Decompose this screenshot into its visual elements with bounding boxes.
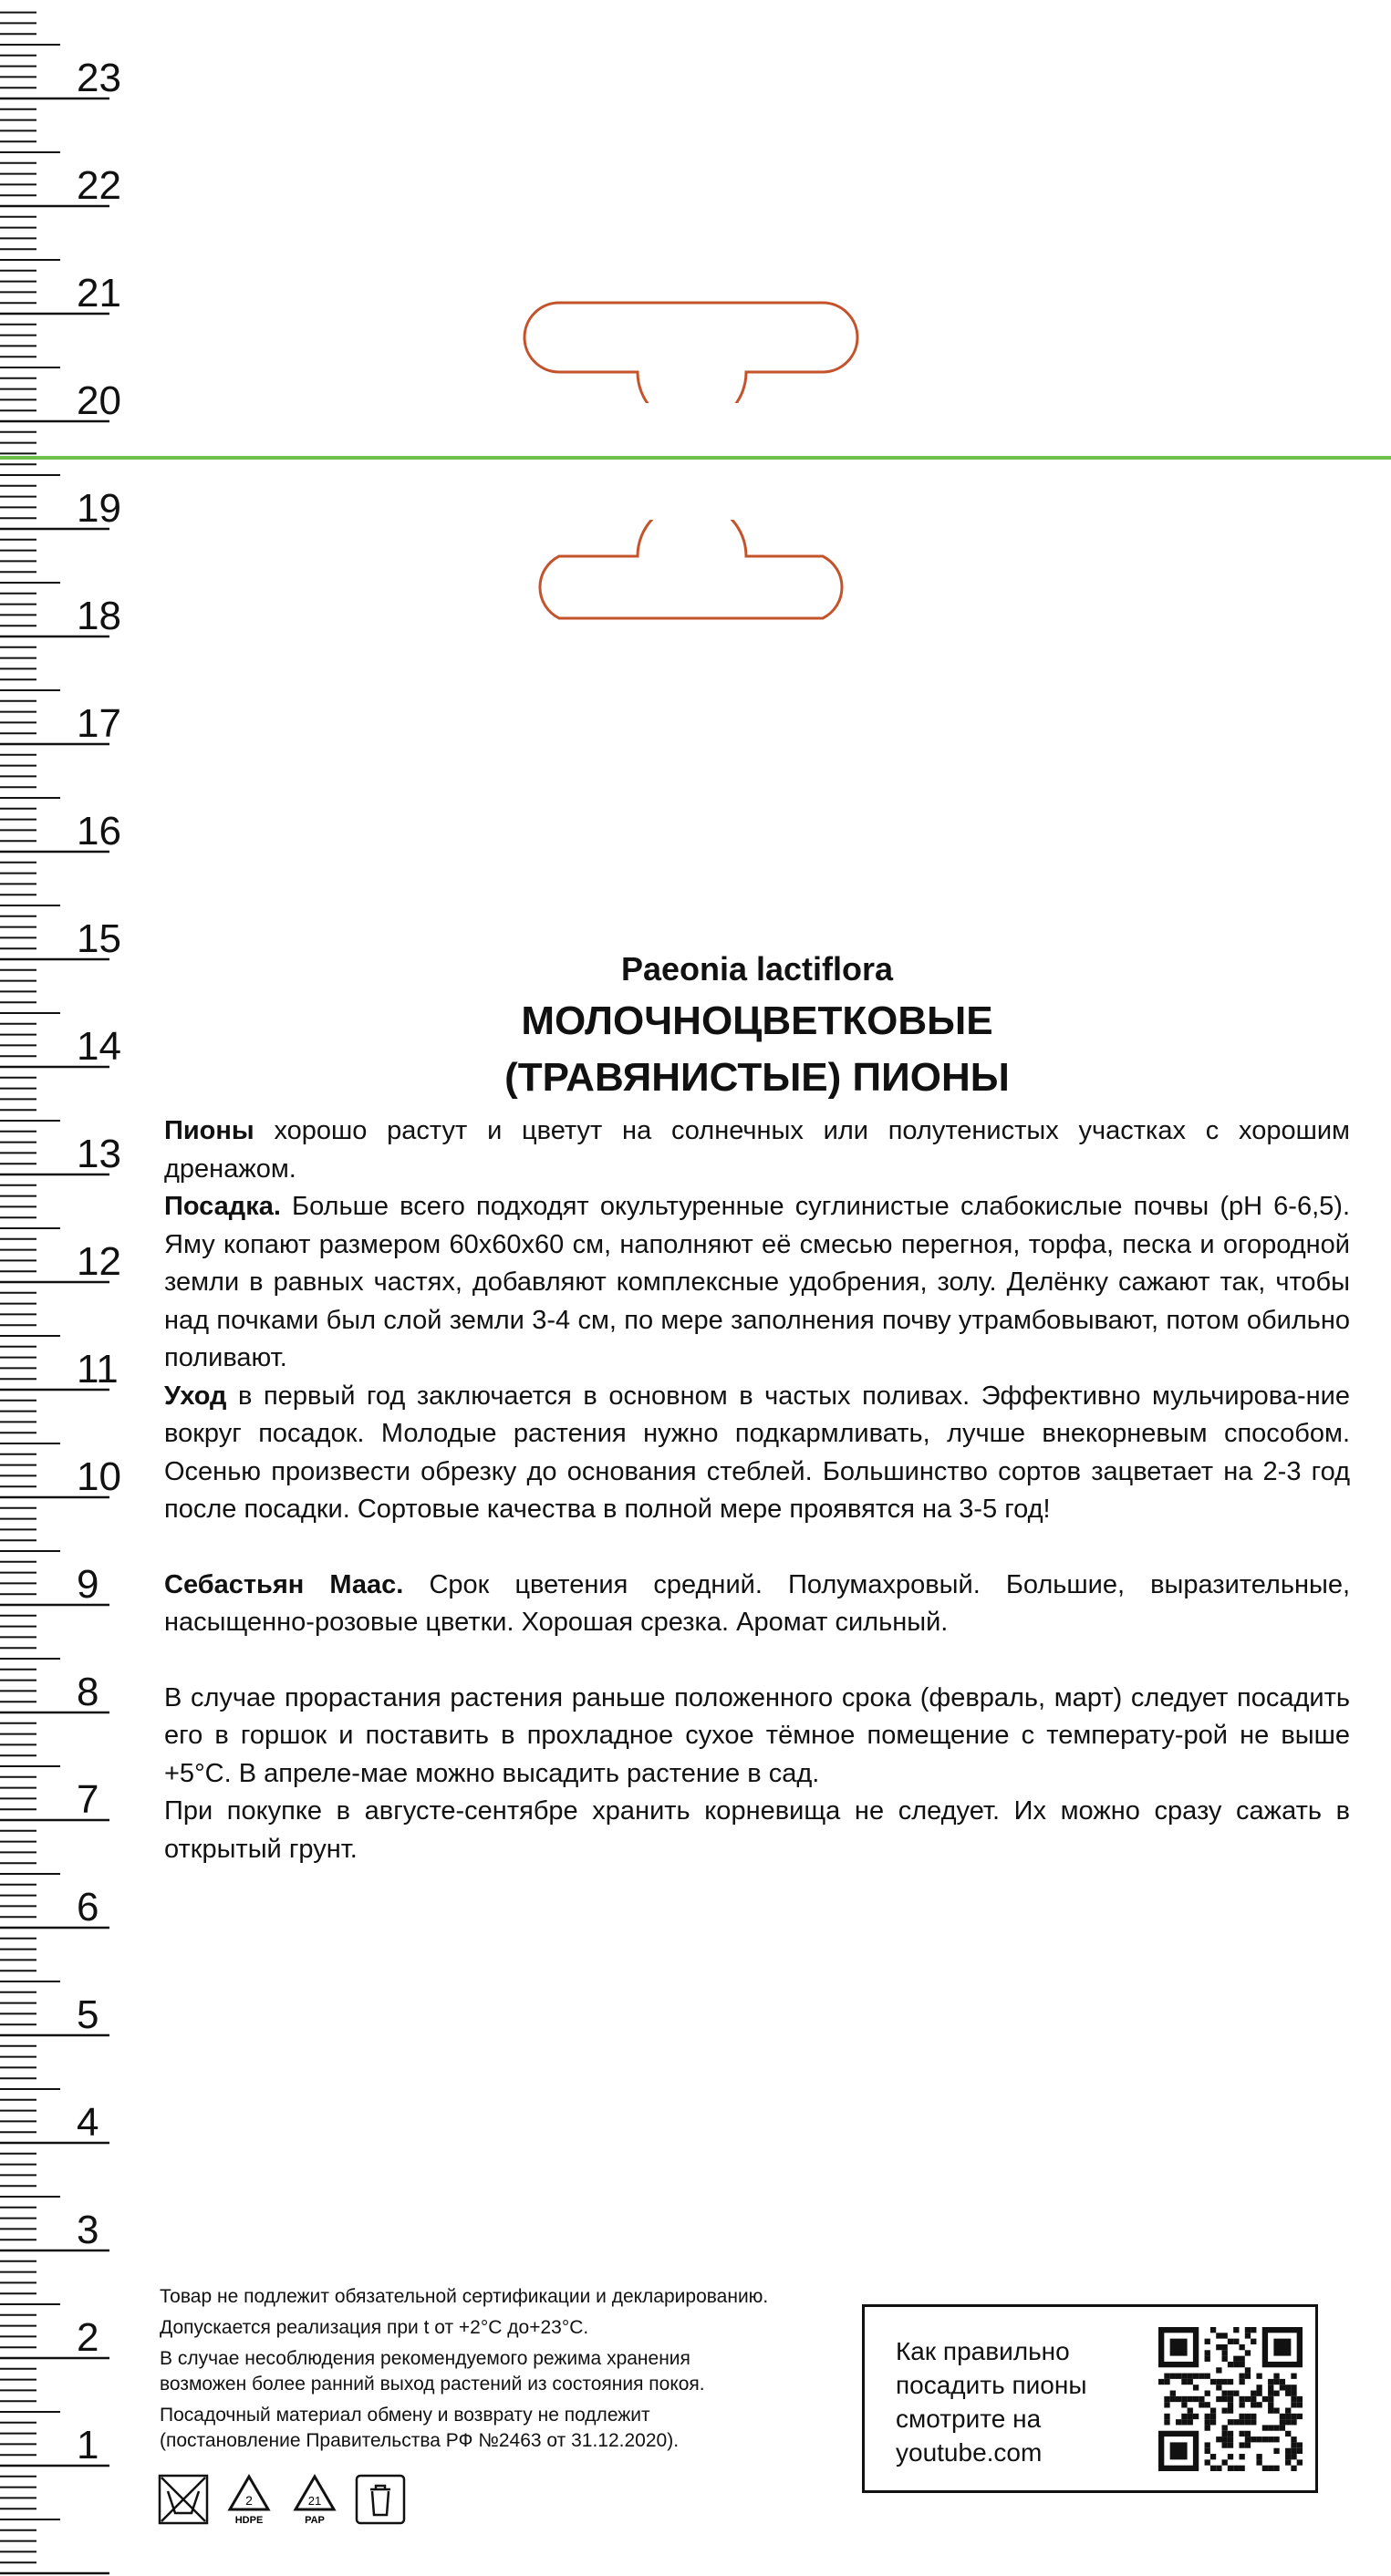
storage-paragraph-1: В случае прорастания растения раньше положенного срока (февраль, март) следует посадить его в горшок и поставить в прохладное сухое тёмное помещение с температу-рой не выше +5°С. В апреле-мае можно высадить растение в сад. (164, 1682, 1350, 1788)
svg-text:2: 2 (245, 2493, 253, 2508)
qr-module (1256, 2459, 1261, 2465)
qr-module (1193, 2396, 1199, 2402)
qr-module (1285, 2391, 1291, 2396)
qr-module (1228, 2419, 1233, 2425)
qr-module (1181, 2414, 1187, 2419)
ruler-number: 21 (77, 271, 121, 316)
qr-module (1245, 2396, 1251, 2402)
qr-module (1245, 2431, 1251, 2436)
qr-module (1297, 2414, 1303, 2419)
qr-module (1233, 2356, 1239, 2362)
ruler-number: 6 (77, 1885, 99, 1929)
qr-module (1222, 2459, 1228, 2465)
qr-caption-line3: смотрите на (896, 2405, 1042, 2433)
qr-module (1205, 2425, 1210, 2430)
qr-module (1239, 2356, 1244, 2362)
qr-module (1268, 2379, 1273, 2385)
legal-line-6: (постановление Правительства РФ №2463 от 31.12.2020). (160, 2430, 680, 2451)
qr-module (1273, 2379, 1279, 2385)
qr-caption-link[interactable]: youtube.com (896, 2438, 1043, 2467)
ruler-number: 3 (77, 2208, 99, 2252)
qr-module (1222, 2391, 1228, 2396)
care-paragraph (164, 1378, 1350, 1529)
qr-module (1233, 2466, 1239, 2471)
qr-module (1268, 2407, 1273, 2413)
ruler-number: 17 (77, 701, 121, 746)
product-title-line1: МОЛОЧНОЦВЕТКОВЫЕ (521, 998, 993, 1043)
ruler-number: 16 (77, 809, 121, 853)
ruler-number: 11 (77, 1347, 119, 1391)
qr-module (1181, 2379, 1187, 2385)
variety-name: Себастьян Маас. (164, 1569, 404, 1599)
qr-module (1262, 2396, 1268, 2402)
planting-paragraph (164, 1188, 1350, 1378)
ruler-number: 5 (77, 1992, 99, 2037)
qr-module (1256, 2454, 1261, 2459)
no-wash-icon (157, 2473, 210, 2526)
qr-module (1222, 2407, 1228, 2413)
qr-module (1210, 2454, 1216, 2459)
qr-module (1199, 2396, 1204, 2402)
qr-module (1239, 2414, 1244, 2419)
qr-module (1205, 2350, 1210, 2355)
qr-module (1251, 2436, 1256, 2442)
ruler-number: 13 (77, 1132, 121, 1176)
bin-icon (354, 2473, 407, 2526)
qr-module (1205, 2402, 1210, 2407)
qr-module (1291, 2436, 1296, 2442)
qr-module (1280, 2379, 1285, 2385)
qr-module (1205, 2356, 1210, 2362)
qr-module (1170, 2442, 1188, 2459)
qr-module (1205, 2374, 1210, 2379)
ruler-number: 18 (77, 594, 121, 638)
qr-module (1273, 2407, 1279, 2413)
qr-module (1158, 2379, 1164, 2385)
ruler-number: 14 (77, 1024, 121, 1069)
qr-module (1239, 2374, 1244, 2379)
qr-module (1280, 2419, 1285, 2425)
qr-module (1256, 2402, 1261, 2407)
qr-module (1205, 2419, 1210, 2425)
qr-module (1228, 2431, 1233, 2436)
svg-text:PAP: PAP (305, 2515, 325, 2526)
qr-module (1256, 2374, 1261, 2379)
qr-module (1291, 2396, 1296, 2402)
recycle-pap-icon (288, 2473, 341, 2526)
qr-module (1222, 2350, 1228, 2355)
qr-module (1216, 2367, 1221, 2373)
qr-module (1181, 2396, 1187, 2402)
ruler-number: 15 (77, 916, 121, 961)
qr-module (1164, 2419, 1169, 2425)
qr-module (1210, 2407, 1216, 2413)
qr-module (1251, 2402, 1256, 2407)
qr-module (1285, 2431, 1291, 2436)
qr-module (1262, 2425, 1268, 2430)
youtube-qr-box (862, 2304, 1318, 2493)
qr-module (1176, 2374, 1181, 2379)
variety-text: Срок цветения средний. Полумахровый. Большие, выразительные, насыщенно-розовые цветки. Хорошая срезка. Аромат сильный. (164, 1569, 1350, 1637)
qr-module (1210, 2327, 1216, 2333)
qr-module (1199, 2374, 1204, 2379)
qr-module (1222, 2344, 1228, 2350)
qr-module (1245, 2327, 1251, 2333)
qr-module (1193, 2374, 1199, 2379)
ruler-number: 7 (77, 1777, 99, 1822)
qr-module (1280, 2414, 1285, 2419)
care-bold: Уход (164, 1381, 227, 1411)
qr-module (1199, 2402, 1204, 2407)
ruler-number: 23 (77, 56, 121, 100)
hang-hole-bottom (515, 520, 867, 629)
qr-module (1228, 2379, 1233, 2385)
qr-module (1268, 2466, 1273, 2471)
qr-module (1291, 2448, 1296, 2454)
qr-module (1205, 2414, 1210, 2419)
qr-module (1280, 2385, 1285, 2390)
hang-hole-top (515, 294, 867, 403)
qr-module (1222, 2425, 1228, 2430)
qr-module (1245, 2419, 1251, 2425)
qr-module (1210, 2419, 1216, 2425)
qr-module (1291, 2414, 1296, 2419)
qr-module (1164, 2374, 1169, 2379)
qr-module (1256, 2385, 1261, 2390)
qr-module (1228, 2402, 1233, 2407)
qr-module (1291, 2466, 1296, 2471)
storage-paragraph-2: При покупке в августе-сентябре хранить корневища не следует. Их можно сразу сажать в открытый грунт. (164, 1796, 1350, 1864)
qr-module (1233, 2339, 1239, 2344)
qr-module (1216, 2396, 1221, 2402)
qr-module (1273, 2339, 1291, 2356)
intro-paragraph (164, 1112, 1350, 1188)
qr-module (1164, 2396, 1169, 2402)
qr-module (1273, 2466, 1279, 2471)
qr-module (1251, 2419, 1256, 2425)
qr-module (1245, 2414, 1251, 2419)
qr-module (1291, 2391, 1296, 2396)
qr-module (1233, 2391, 1239, 2396)
qr-module (1239, 2396, 1244, 2402)
ruler-number: 9 (77, 1562, 99, 1607)
qr-module (1233, 2327, 1239, 2333)
qr-module (1297, 2448, 1303, 2454)
qr-module (1297, 2396, 1303, 2402)
qr-module (1273, 2448, 1279, 2454)
qr-module (1251, 2339, 1256, 2344)
description-text (164, 1112, 1350, 1868)
qr-module (1205, 2442, 1210, 2447)
qr-module (1273, 2374, 1279, 2379)
qr-module (1245, 2350, 1251, 2355)
qr-module (1233, 2362, 1239, 2367)
intro-bold: Пионы (164, 1116, 254, 1145)
qr-module (1205, 2339, 1210, 2344)
qr-module (1297, 2459, 1303, 2465)
qr-module (1262, 2466, 1268, 2471)
qr-module (1291, 2402, 1296, 2407)
qr-module (1216, 2466, 1221, 2471)
qr-module (1164, 2379, 1169, 2385)
qr-module (1256, 2391, 1261, 2396)
qr-module (1245, 2374, 1251, 2379)
ruler-number: 2 (77, 2315, 99, 2360)
planting-bold: Посадка. (164, 1192, 281, 1221)
intro-text: хорошо растут и цветут на солнечных или полутенистых участках с хорошим дренажом. (164, 1116, 1350, 1184)
qr-module (1285, 2454, 1291, 2459)
fold-guide-line (0, 456, 1391, 460)
qr-module (1239, 2466, 1244, 2471)
qr-module (1291, 2454, 1296, 2459)
recycle-hdpe-icon (223, 2473, 275, 2526)
title-block (164, 948, 1350, 1103)
legal-line-3: В случае несоблюдения рекомендуемого режима хранения (160, 2348, 690, 2369)
qr-module (1188, 2407, 1193, 2413)
qr-module (1222, 2356, 1228, 2362)
qr-module (1268, 2402, 1273, 2407)
qr-caption-line1: Как правильно (896, 2337, 1070, 2365)
qr-module (1222, 2379, 1228, 2385)
qr-module (1210, 2414, 1216, 2419)
ruler-number: 20 (77, 378, 121, 423)
qr-module (1222, 2436, 1228, 2442)
latin-name: Paeonia lactiflora (620, 950, 894, 988)
qr-module (1176, 2419, 1181, 2425)
qr-module (1176, 2396, 1181, 2402)
qr-module (1233, 2419, 1239, 2425)
qr-module (1273, 2425, 1279, 2430)
ruler-number: 8 (77, 1670, 99, 1714)
qr-module (1205, 2391, 1210, 2396)
legal-line-5: Посадочный материал обмену и возврату не подлежит (160, 2405, 650, 2426)
qr-module (1245, 2436, 1251, 2442)
qr-module (1216, 2344, 1221, 2350)
legal-line-2: Допускается реализация при t от +2°С до+23°С. (160, 2317, 589, 2338)
qr-module (1245, 2367, 1251, 2373)
qr-module (1239, 2402, 1244, 2407)
qr-module (1205, 2448, 1210, 2454)
qr-module (1273, 2436, 1279, 2442)
qr-caption-line2: посадить пионы (896, 2371, 1087, 2399)
qr-module (1297, 2442, 1303, 2447)
qr-module (1251, 2391, 1256, 2396)
qr-module (1216, 2333, 1221, 2338)
qr-module (1228, 2396, 1233, 2402)
qr-module (1273, 2391, 1279, 2396)
qr-module (1205, 2459, 1210, 2465)
qr-module (1256, 2436, 1261, 2442)
qr-module (1210, 2379, 1216, 2385)
qr-module (1216, 2436, 1221, 2442)
qr-module (1222, 2396, 1228, 2402)
qr-module (1222, 2333, 1228, 2338)
qr-module (1251, 2414, 1256, 2419)
qr-caption (896, 2334, 1106, 2469)
qr-module (1222, 2431, 1228, 2436)
measuring-ruler (0, 0, 128, 2576)
qr-module (1291, 2374, 1296, 2379)
qr-module (1251, 2396, 1256, 2402)
qr-module (1291, 2419, 1296, 2425)
qr-module (1228, 2436, 1233, 2442)
eco-icons (157, 2473, 407, 2526)
qr-module (1285, 2419, 1291, 2425)
qr-code[interactable] (1158, 2327, 1303, 2471)
qr-module (1228, 2362, 1233, 2367)
qr-module (1280, 2425, 1285, 2430)
qr-module (1228, 2466, 1233, 2471)
qr-module (1170, 2391, 1176, 2396)
legal-line-1: Товар не подлежит обязательной сертификации и декларированию. (160, 2286, 769, 2307)
qr-module (1181, 2402, 1187, 2407)
qr-module (1285, 2448, 1291, 2454)
qr-module (1188, 2396, 1193, 2402)
qr-module (1222, 2442, 1228, 2447)
svg-text:21: 21 (307, 2494, 322, 2508)
qr-module (1268, 2436, 1273, 2442)
qr-module (1188, 2379, 1193, 2385)
qr-module (1285, 2414, 1291, 2419)
qr-module (1170, 2339, 1188, 2356)
qr-module (1268, 2385, 1273, 2390)
qr-module (1291, 2442, 1296, 2447)
qr-module (1228, 2442, 1233, 2447)
qr-module (1245, 2442, 1251, 2447)
qr-module (1193, 2385, 1199, 2390)
qr-module (1188, 2374, 1193, 2379)
ruler-number: 10 (77, 1454, 121, 1499)
qr-module (1239, 2431, 1244, 2436)
qr-module (1188, 2419, 1193, 2425)
ruler-number: 1 (77, 2423, 99, 2467)
legal-notice (160, 2284, 853, 2459)
qr-module (1251, 2327, 1256, 2333)
qr-module (1216, 2385, 1221, 2390)
svg-text:HDPE: HDPE (234, 2515, 264, 2526)
qr-module (1268, 2396, 1273, 2402)
qr-module (1239, 2454, 1244, 2459)
ruler-number: 19 (77, 486, 121, 531)
ruler-number: 12 (77, 1239, 121, 1284)
qr-module (1228, 2454, 1233, 2459)
qr-module (1245, 2333, 1251, 2338)
qr-module (1285, 2385, 1291, 2390)
qr-module (1268, 2425, 1273, 2430)
qr-module (1297, 2402, 1303, 2407)
care-text: в первый год заключается в основном в частых поливах. Эффективно мульчирова-ние вокруг посадок. Молодые растения нужно подкармливать, лучше внекорневым способом. Осенью произвести обрезку до основания стеблей. Большинство сортов зацветает на 2-3 год после посадки. Сортовые качества в полной мере проявятся на 3-5 год! (164, 1381, 1350, 1524)
qr-module (1268, 2391, 1273, 2396)
qr-module (1193, 2414, 1199, 2419)
legal-line-4: возможен более ранний выход растений из состояния покоя. (160, 2374, 705, 2395)
qr-module (1216, 2379, 1221, 2385)
qr-module (1239, 2419, 1244, 2425)
qr-module (1291, 2385, 1296, 2390)
qr-module (1239, 2442, 1244, 2447)
qr-module (1181, 2419, 1187, 2425)
qr-module (1239, 2362, 1244, 2367)
qr-module (1164, 2414, 1169, 2419)
qr-module (1210, 2466, 1216, 2471)
qr-module (1239, 2344, 1244, 2350)
qr-module (1188, 2414, 1193, 2419)
ruler-number: 4 (77, 2100, 99, 2145)
qr-module (1228, 2391, 1233, 2396)
qr-module (1228, 2339, 1233, 2344)
qr-module (1181, 2374, 1187, 2379)
qr-module (1164, 2402, 1169, 2407)
product-title-line2: (ТРАВЯНИСТЫЕ) ПИОНЫ (504, 1055, 1010, 1100)
qr-module (1285, 2459, 1291, 2465)
planting-text: Больше всего подходят окультуренные суглинистые слабокислые почвы (рН 6-6,5). Яму копают размером 60х60х60 см, наполняют её смесью перегноя, торфа, песка и огородной земли в равных частях, добавляют комплексные удобрения, золу. Делёнку сажают так, чтобы над почками был слой земли 3-4 см, по мере заполнения почву утрамбовывают, потом обильно поливают. (164, 1192, 1350, 1372)
variety-paragraph (164, 1567, 1350, 1642)
qr-module (1285, 2407, 1291, 2413)
qr-module (1262, 2436, 1268, 2442)
qr-module (1170, 2374, 1176, 2379)
qr-module (1170, 2396, 1176, 2402)
qr-module (1228, 2407, 1233, 2413)
qr-module (1239, 2379, 1244, 2385)
ruler-number: 22 (77, 163, 121, 208)
